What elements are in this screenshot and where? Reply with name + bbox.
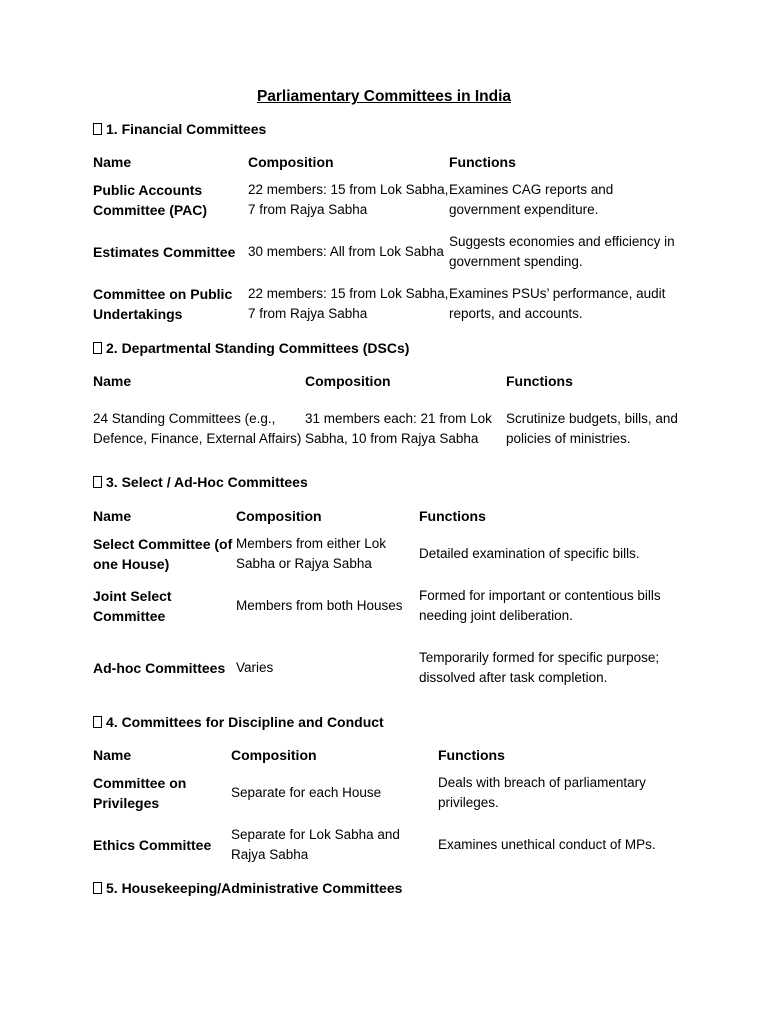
row-composition: 22 members: 15 from Lok Sabha, 7 from Rajya Sabha: [248, 285, 449, 321]
section-heading: 2. Departmental Standing Committees (DSCs): [93, 340, 409, 356]
section-heading: 1. Financial Committees: [93, 121, 266, 137]
row-name: Committee on Privileges: [93, 774, 187, 811]
header-name: Name: [93, 153, 132, 170]
section-heading: 4. Committees for Discipline and Conduct: [93, 714, 384, 730]
table-row: [93, 528, 683, 580]
missing-glyph-icon: [93, 342, 102, 354]
table-row: [93, 278, 683, 330]
row-functions: Examines CAG reports and government expenditure.: [449, 181, 614, 217]
row-composition: Varies: [236, 659, 274, 675]
row-name: Ethics Committee: [93, 836, 212, 853]
standing-committees-table: [93, 369, 683, 465]
row-composition: Separate for Lok Sabha and Rajya Sabha: [231, 826, 400, 862]
row-functions: Deals with breach of parliamentary privileges.: [438, 774, 646, 810]
section-heading: 5. Housekeeping/Administrative Committees: [93, 880, 402, 896]
header-composition: Composition: [231, 746, 317, 763]
table-row: [93, 580, 683, 632]
header-name: Name: [93, 746, 132, 763]
missing-glyph-icon: [93, 123, 102, 135]
header-functions: Functions: [506, 372, 573, 389]
header-functions: Functions: [438, 746, 505, 763]
table-header-row: [93, 504, 683, 528]
row-name: Joint Select Committee: [93, 587, 172, 624]
row-functions: Suggests economies and efficiency in government spending.: [449, 233, 675, 269]
row-functions: Examines PSUs’ performance, audit reports, and accounts.: [449, 285, 666, 321]
row-composition: Separate for each House: [231, 784, 382, 800]
row-functions: Formed for important or contentious bills needing joint deliberation.: [419, 587, 661, 623]
header-composition: Composition: [305, 372, 391, 389]
row-composition: 30 members: All from Lok Sabha: [248, 243, 444, 259]
missing-glyph-icon: [93, 476, 102, 488]
header-functions: Functions: [419, 507, 486, 524]
table-row: [93, 226, 683, 278]
table-header-row: [93, 150, 683, 174]
row-composition: 22 members: 15 from Lok Sabha, 7 from Rajya Sabha: [248, 181, 449, 217]
header-name: Name: [93, 507, 132, 524]
row-name: Public Accounts Committee (PAC): [93, 181, 208, 218]
table-row: [93, 632, 683, 704]
table-row: [93, 393, 683, 465]
section-heading: 3. Select / Ad-Hoc Committees: [93, 474, 308, 490]
row-composition: Members from both Houses: [236, 597, 403, 613]
header-functions: Functions: [449, 153, 516, 170]
header-composition: Composition: [248, 153, 334, 170]
row-composition: 31 members each: 21 from Lok Sabha, 10 from Rajya Sabha: [305, 410, 492, 446]
row-functions: Detailed examination of specific bills.: [419, 545, 640, 561]
missing-glyph-icon: [93, 716, 102, 728]
row-name: 24 Standing Committees (e.g., Defence, Finance, External Affairs): [93, 410, 302, 446]
page-title: Parliamentary Committees in India: [256, 88, 512, 105]
row-name: Select Committee (of one House): [93, 535, 233, 572]
table-header-row: [93, 369, 683, 393]
row-functions: Examines unethical conduct of MPs.: [438, 836, 656, 852]
table-row: [93, 174, 683, 226]
discipline-committees-table: [93, 743, 683, 871]
financial-committees-table: [93, 150, 683, 330]
table-row: [93, 819, 683, 871]
row-composition: Members from either Lok Sabha or Rajya Sabha: [236, 535, 387, 571]
row-functions: Temporarily formed for specific purpose; dissolved after task completion.: [419, 649, 660, 685]
row-functions: Scrutinize budgets, bills, and policies of ministries.: [506, 410, 678, 446]
table-header-row: [93, 743, 683, 767]
header-composition: Composition: [236, 507, 322, 524]
row-name: Ad-hoc Committees: [93, 659, 226, 676]
row-name: Estimates Committee: [93, 243, 236, 260]
select-committees-table: [93, 504, 683, 704]
table-row: [93, 767, 683, 819]
missing-glyph-icon: [93, 882, 102, 894]
header-name: Name: [93, 372, 132, 389]
row-name: Committee on Public Undertakings: [93, 285, 233, 322]
